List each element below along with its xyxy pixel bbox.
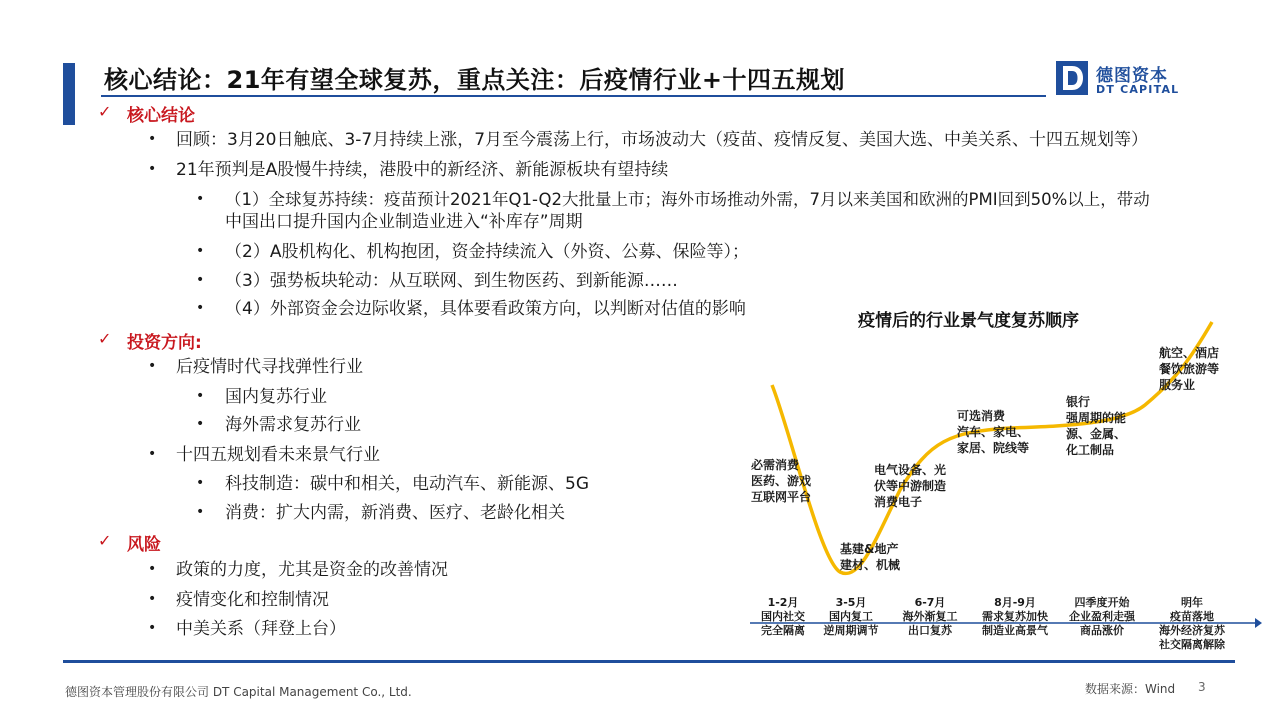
list-item-continued: 中国出口提升国内企业制造业进入“补库存”周期 [225,212,583,232]
section-heading-core: 核心结论 [127,106,195,126]
bullet-dot: • [196,272,205,288]
list-item: 海外需求复苏行业 [225,415,361,435]
list-item: （2）A股机构化、机构抱团，资金持续流入（外资、公募、保险等）； [225,242,749,262]
bullet-dot: • [148,131,157,147]
bullet-dot: • [148,561,157,577]
list-item: 十四五规划看未来景气行业 [176,445,380,465]
timeline-label: 8月-9月 需求复苏加快 制造业高景气 [982,596,1048,637]
list-item: （3）强势板块轮动：从互联网、到生物医药、到新能源…… [225,271,678,291]
list-item: 后疫情时代寻找弹性行业 [176,357,363,377]
bullet-dot: • [196,388,205,404]
stage-label: 必需消费 医药、游戏 互联网平台 [751,458,812,504]
logo-text-cn: 德图资本 [1096,66,1168,86]
section-heading-invest: 投资方向: [127,333,202,353]
list-item: （4）外部资金会边际收紧，具体要看政策方向，以判断对估值的影响 [225,299,746,319]
bullet-dot: • [196,243,205,259]
bullet-dot: • [148,161,157,177]
stage-label: 基建&地产 建材、机械 [840,542,901,572]
list-item: 科技制造：碳中和相关，电动汽车、新能源、5G [225,474,589,494]
page-number: 3 [1198,680,1206,694]
stage-label: 电气设备、光 伏等中游制造 消费电子 [874,463,947,509]
bullet-dot: • [196,504,205,520]
timeline-arrow-icon [1255,618,1262,628]
list-item: 国内复苏行业 [225,387,327,407]
footer-company: 德图资本管理股份有限公司 DT Capital Management Co., Ltd. [65,685,412,699]
list-item: 政策的力度，尤其是资金的改善情况 [176,560,448,580]
section-heading-risk: 风险 [127,535,161,555]
bullet-dot: • [148,358,157,374]
stage-label: 银行 强周期的能 源、金属、 化工制品 [1066,395,1127,457]
timeline-label: 3-5月 国内复工 逆周期调节 [823,596,879,637]
timeline-label: 6-7月 海外渐复工 出口复苏 [902,596,958,637]
logo-text-en: DT CAPITAL [1096,83,1180,96]
list-item: 中美关系（拜登上台） [176,619,346,639]
list-item: 21年预判是A股慢牛持续，港股中的新经济、新能源板块有望持续 [176,160,669,180]
timeline-label: 1-2月 国内社交 完全隔离 [761,596,805,637]
bullet-dot: • [148,620,157,636]
bullet-dot: • [196,475,205,491]
bullet-dot: • [196,191,205,207]
bullet-dot: • [148,591,157,607]
list-item: 回顾：3月20日触底、3-7月持续上涨，7月至今震荡上行，市场波动大（疫苗、疫情反复、美国大选、中美关系、十四五规划等） [176,130,1149,150]
bullet-dot: • [148,446,157,462]
timeline-label: 四季度开始 企业盈利走强 商品涨价 [1069,596,1135,637]
stage-label: 可选消费 汽车、家电、 家居、院线等 [957,409,1030,455]
footer-source: 数据来源：Wind [1085,682,1176,696]
timeline-label: 明年 疫苗落地 海外经济复苏 社交隔离解除 [1159,596,1225,651]
checkmark-icon: ✓ [98,102,112,121]
list-item: 消费：扩大内需，新消费、医疗、老龄化相关 [225,503,565,523]
bullet-dot: • [196,300,205,316]
checkmark-icon: ✓ [98,329,112,348]
page-title: 核心结论：21年有望全球复苏，重点关注：后疫情行业+十四五规划 [104,66,846,94]
checkmark-icon: ✓ [98,531,112,550]
chart-title: 疫情后的行业景气度复苏顺序 [858,311,1079,331]
bullet-dot: • [196,416,205,432]
footer-divider [63,660,1235,663]
list-item: （1）全球复苏持续：疫苗预计2021年Q1-Q2大批量上市；海外市场推动外需，7月以来美国和欧洲的PMI回到50%以上，带动 [225,190,1150,209]
list-item: 疫情变化和控制情况 [176,590,329,610]
stage-label: 航空、酒店 餐饮旅游等 服务业 [1159,346,1220,392]
